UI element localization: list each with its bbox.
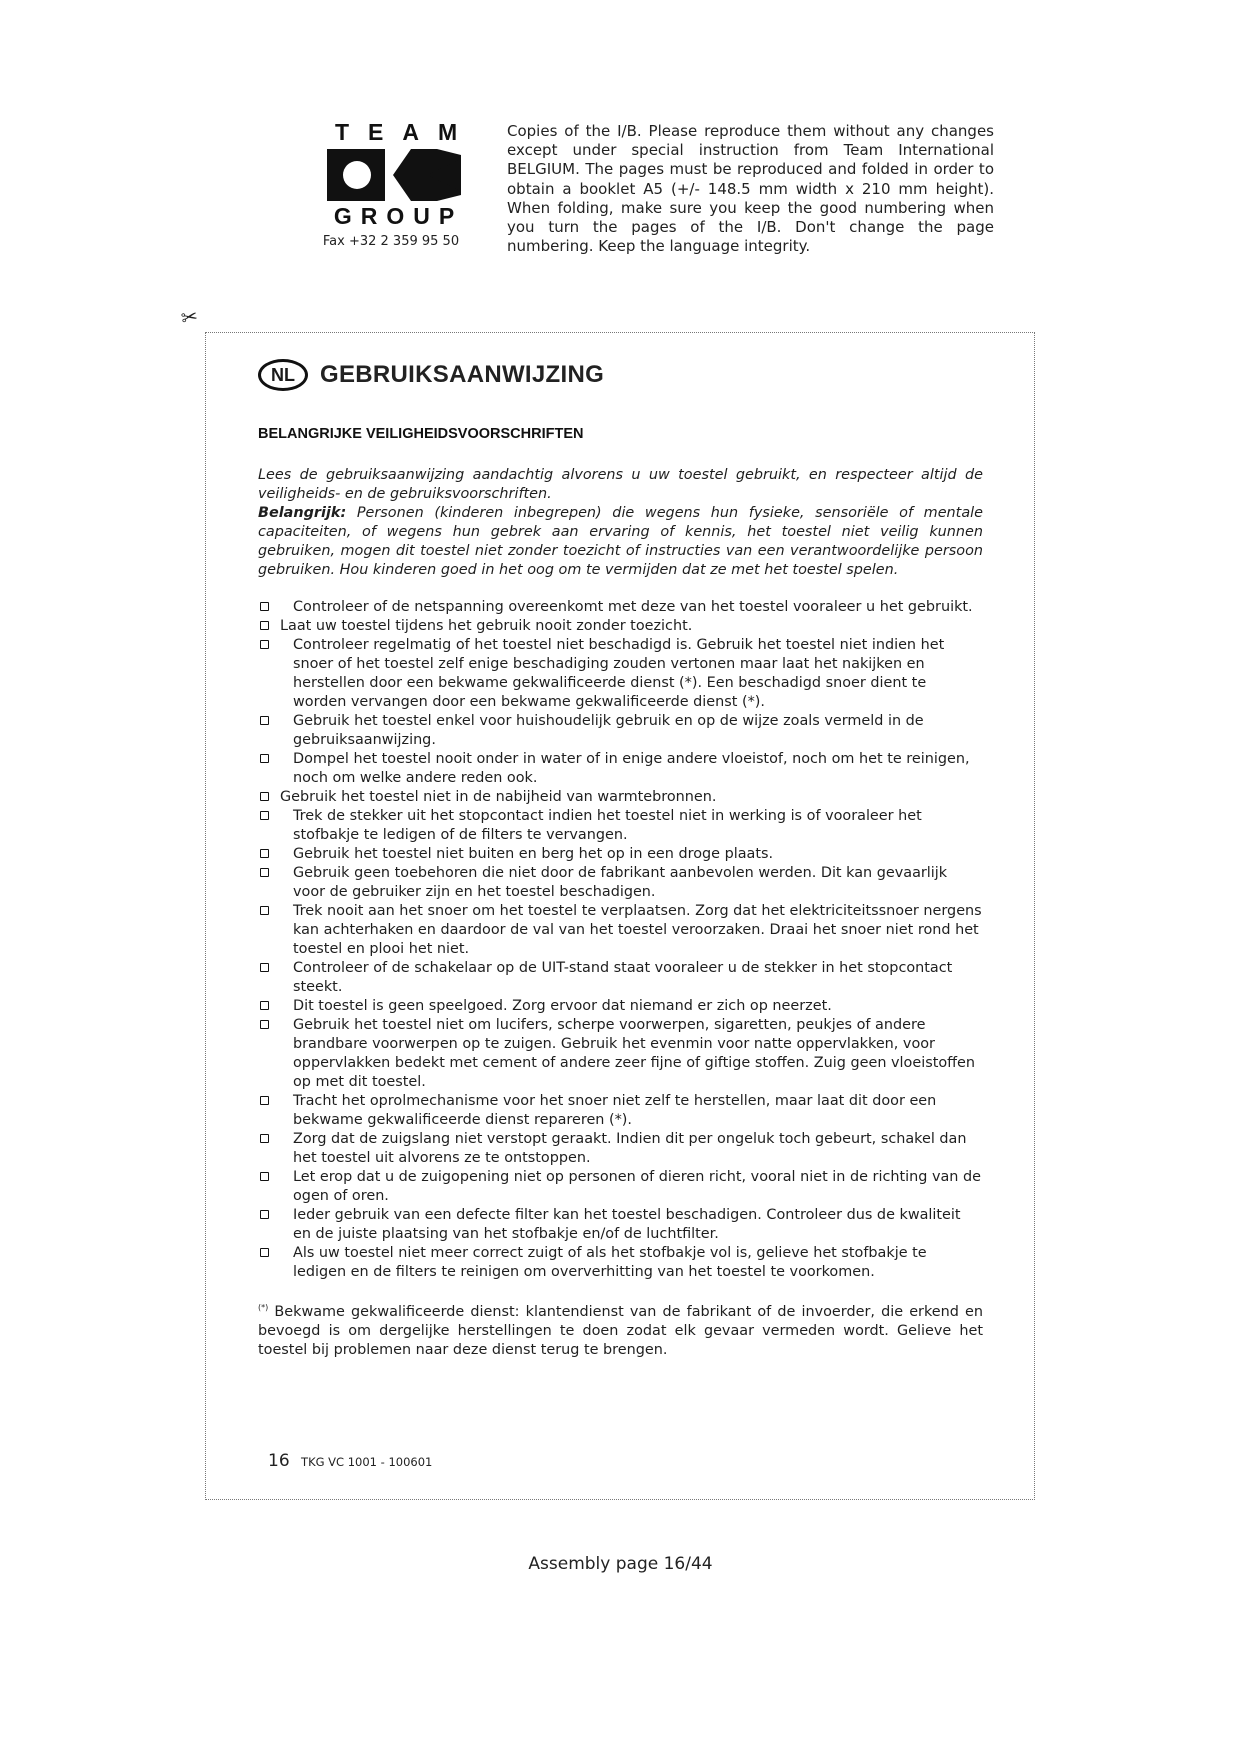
scissors-icon: ✂ xyxy=(179,303,200,331)
important-text: Personen (kinderen inbegrepen) die wegens hun fysieke, sensoriële of mentale capaciteiten, of wegens hun gebrek aan ervaring of kennis, het toestel niet veilig kunnen gebruiken, mogen dit toestel niet zonder toezicht of instructies van een verantwoordelijke persoon gebruiken. Hou kinderen goed in het oog om te vermijden dat ze met het toestel spelen. xyxy=(258,505,983,578)
page-number: 16 xyxy=(268,1451,290,1471)
checkbox-bullet-icon xyxy=(260,792,269,801)
list-item: Zorg dat de zuigslang niet verstopt geraakt. Indien dit per ongeluk toch gebeurt, schakel dan het toestel uit alvorens ze te ontstoppen. xyxy=(258,1130,983,1168)
document-title-row xyxy=(258,355,604,395)
intro-paragraph xyxy=(258,466,983,580)
intro-text: Lees de gebruiksaanwijzing aandachtig alvorens u uw toestel gebruikt, en respecteer altijd de veiligheids- en de gebruiksvoorschriften. xyxy=(258,467,983,502)
checkbox-bullet-icon xyxy=(260,716,269,725)
team-group-logo xyxy=(320,119,477,252)
checkbox-bullet-icon xyxy=(260,602,269,611)
list-item: Controleer regelmatig of het toestel niet beschadigd is. Gebruik het toestel niet indien het snoer of het toestel zelf enige beschadiging zouden vertonen maar laat het nakijken en herstellen door een bekwame gekwalificeerde dienst (*). Een beschadigd snoer dient te worden vervangen door een bekwame gekwalificeerde dienst (*). xyxy=(258,636,983,712)
footnote-mark: (*) xyxy=(258,1303,269,1312)
booklet-page xyxy=(205,332,1035,1500)
list-item: Gebruik het toestel enkel voor huishoudelijk gebruik en op de wijze zoals vermeld in de gebruiksaanwijzing. xyxy=(258,712,983,750)
list-item: Dit toestel is geen speelgoed. Zorg ervoor dat niemand er zich op neerzet. xyxy=(258,997,983,1016)
checkbox-bullet-icon xyxy=(260,1020,269,1029)
section-title: BELANGRIJKE VEILIGHEIDSVOORSCHRIFTEN xyxy=(258,426,584,442)
model-code: TKG VC 1001 - 100601 xyxy=(301,1455,433,1469)
logo-ok-mark xyxy=(327,149,461,201)
important-label: Belangrijk: xyxy=(258,505,347,521)
list-item: Dompel het toestel nooit onder in water of in enige andere vloeistof, noch om het te reinigen, noch om welke andere reden ook. xyxy=(258,750,983,788)
logo-bottom-word: GROUP xyxy=(333,203,464,229)
document-content xyxy=(258,425,983,1360)
checkbox-bullet-icon xyxy=(260,621,269,630)
logo-top-word: TEAM xyxy=(335,119,477,145)
checkbox-bullet-icon xyxy=(260,868,269,877)
list-item: Ieder gebruik van een defecte filter kan het toestel beschadigen. Controleer dus de kwaliteit en de juiste plaatsing van het stofbakje en/of de luchtfilter. xyxy=(258,1206,983,1244)
list-item: Let erop dat u de zuigopening niet op personen of dieren richt, vooral niet in de richting van de ogen of oren. xyxy=(258,1168,983,1206)
assembly-page-label: Assembly page 16/44 xyxy=(528,1554,713,1574)
important-note xyxy=(258,504,983,580)
list-item: Controleer of de netspanning overeenkomt met deze van het toestel vooraleer u het gebruikt. xyxy=(258,598,983,617)
list-item: Trek nooit aan het snoer om het toestel te verplaatsen. Zorg dat het elektriciteitssnoer nergens kan achterhaken en daardoor de val van het toestel veroorzaken. Draai het snoer niet rond het toestel en plooi het niet. xyxy=(258,902,983,959)
checkbox-bullet-icon xyxy=(260,811,269,820)
checkbox-bullet-icon xyxy=(260,1210,269,1219)
list-item: Gebruik geen toebehoren die niet door de fabrikant aanbevolen werden. Dit kan gevaarlijk voor de gebruiker zijn en het toestel beschadigen. xyxy=(258,864,983,902)
list-item: Als uw toestel niet meer correct zuigt of als het stofbakje vol is, gelieve het stofbakje te ledigen en de filters te reinigen om oververhitting van het toestel te voorkomen. xyxy=(258,1244,983,1282)
checkbox-bullet-icon xyxy=(260,906,269,915)
checkbox-bullet-icon xyxy=(260,963,269,972)
list-item: Gebruik het toestel niet buiten en berg het op in een droge plaats. xyxy=(258,845,983,864)
checkbox-bullet-icon xyxy=(260,849,269,858)
reproduction-note: Copies of the I/B. Please reproduce them without any changes except under special instruction from Team International BELGIUM. The pages must be reproduced and folded in order to obtain a booklet A5 (+/- 148.5 mm width x 210 mm height). When folding, make sure you keep the good numbering when you turn the pages of the I/B. Don't change the page numbering. Keep the language integrity. xyxy=(507,122,994,256)
checkbox-bullet-icon xyxy=(260,1001,269,1010)
checkbox-bullet-icon xyxy=(260,754,269,763)
checkbox-bullet-icon xyxy=(260,1134,269,1143)
list-item: Gebruik het toestel niet in de nabijheid van warmtebronnen. xyxy=(258,788,983,807)
list-item: Laat uw toestel tijdens het gebruik nooit zonder toezicht. xyxy=(258,617,983,636)
safety-rules-list xyxy=(258,598,983,1282)
document-title: GEBRUIKSAANWIJZING xyxy=(320,361,605,388)
language-badge: NL xyxy=(258,359,308,391)
footnote xyxy=(258,1298,983,1360)
checkbox-bullet-icon xyxy=(260,1172,269,1181)
list-item: Controleer of de schakelaar op de UIT-stand staat vooraleer u de stekker in het stopcontact steekt. xyxy=(258,959,983,997)
checkbox-bullet-icon xyxy=(260,640,269,649)
list-item: Gebruik het toestel niet om lucifers, scherpe voorwerpen, sigaretten, peukjes of andere brandbare voorwerpen op te zuigen. Gebruik het evenmin voor natte oppervlakken, voor oppervlakken bedekt met cement of andere zeer fijne of giftige stoffen. Zuig geen vloeistoffen op met dit toestel. xyxy=(258,1016,983,1092)
list-item: Tracht het oprolmechanisme voor het snoer niet zelf te herstellen, maar laat dit door een bekwame gekwalificeerde dienst repareren (*). xyxy=(258,1092,983,1130)
fax-number: Fax +32 2 359 95 50 xyxy=(322,234,460,249)
footnote-text: Bekwame gekwalificeerde dienst: klantendienst van de fabrikant of de invoerder, die erkend en bevoegd is om dergelijke herstellingen te doen zodat elk gevaar vermeden wordt. Gelieve het toestel bij problemen naar deze dienst terug te brengen. xyxy=(258,1303,983,1358)
list-item: Trek de stekker uit het stopcontact indien het toestel niet in werking is of vooraleer het stofbakje te ledigen of de filters te vervangen. xyxy=(258,807,983,845)
checkbox-bullet-icon xyxy=(260,1248,269,1257)
checkbox-bullet-icon xyxy=(260,1096,269,1105)
page-footer xyxy=(268,1451,432,1471)
